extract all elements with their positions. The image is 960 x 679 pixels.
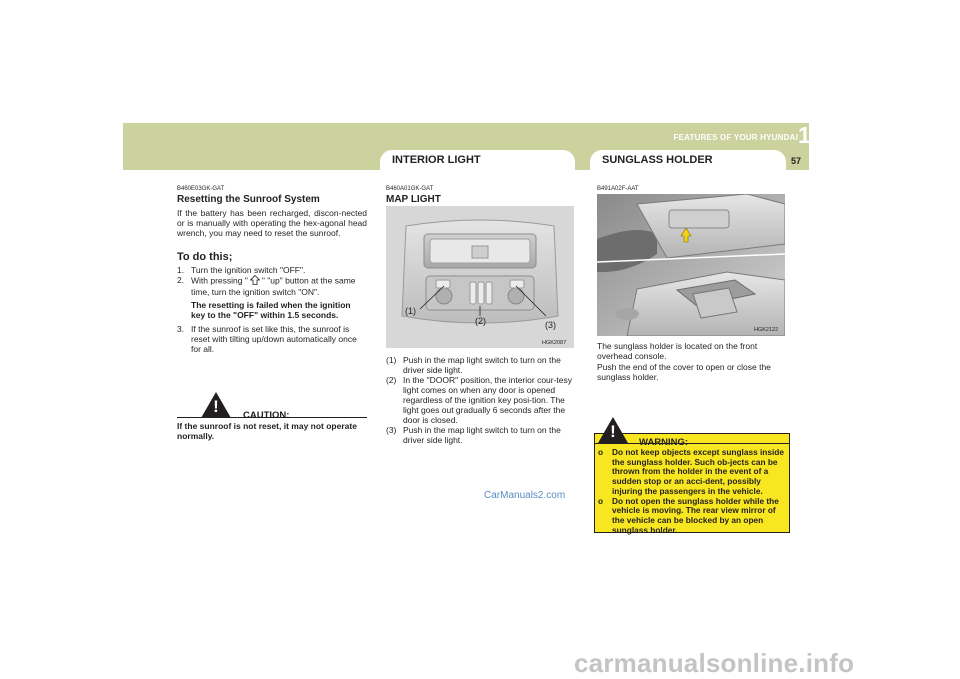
item-number: (1): [386, 355, 397, 365]
tab-interior-light-label: INTERIOR LIGHT: [392, 154, 481, 166]
step-text-post: " "up" button at the same time, turn the ignition switch "ON".: [191, 275, 356, 297]
sunglass-instructions: Push the end of the cover to open or close the sunglass holder.: [597, 362, 771, 382]
todo-heading: To do this;: [177, 251, 233, 263]
exclamation-icon: !: [610, 422, 616, 441]
reset-fail-note: The resetting is failed when the ignition key to the "OFF" within 1.5 seconds.: [191, 300, 351, 320]
map-light-figure: [386, 206, 574, 348]
map-light-item: [386, 355, 574, 375]
step-item: [177, 275, 367, 320]
sunglass-description: The sunglass holder is located on the front overhead console.: [597, 341, 758, 361]
step-item: [177, 265, 367, 275]
item-text: Push in the map light switch to turn on the driver side light.: [403, 425, 561, 445]
step-text-pre: With pressing ": [191, 275, 248, 286]
intro-paragraph: If the battery has been recharged, discon-nected or is manually with operating the hex-agonal head wrench, you may need to reset the sunroof.: [177, 208, 367, 238]
warning-item: [598, 448, 786, 497]
caution-box: [177, 392, 367, 452]
step-number: 3.: [177, 324, 185, 334]
warning-list: [598, 448, 786, 535]
section-code: B491A02F-AAT: [597, 186, 639, 192]
warning-box: [594, 422, 790, 535]
chapter-number: 1: [798, 122, 811, 148]
carmanuals-watermark[interactable]: CarManuals2.com: [484, 490, 566, 501]
exclamation-icon: !: [213, 397, 219, 416]
section-code: B460A01GK-GAT: [386, 186, 434, 192]
up-arrow-icon: [250, 275, 260, 287]
warning-bullet: o: [598, 447, 604, 457]
step-item: [177, 324, 367, 354]
reset-steps-list: [177, 265, 367, 354]
caution-title: CAUTION:: [243, 410, 290, 421]
callout-2: (2): [475, 316, 486, 326]
caution-text: If the sunroof is not reset, it may not operate normally.: [177, 421, 357, 441]
step-text: Turn the ignition switch "OFF".: [191, 265, 306, 275]
warning-text: Do not keep objects except sunglass inside the sunglass holder. Such ob-jects can be thrown from the holder in the event of a sudden stop or an acci-dent, possibly injuring the passengers in the vehicle.: [612, 447, 784, 496]
item-number: (2): [386, 375, 397, 385]
callout-3: (3): [545, 320, 556, 330]
map-light-item: [386, 425, 574, 445]
step-number: 2.: [177, 275, 185, 285]
warning-rule: [594, 443, 790, 444]
carmanualsonline-watermark[interactable]: carmanualsonline.info: [574, 648, 855, 678]
figure-code: HGK2087: [542, 340, 567, 346]
warning-title: WARNING:: [639, 437, 689, 448]
callout-1: (1): [405, 306, 416, 316]
item-text: In the "DOOR" position, the interior cour-tesy light comes on when any door is opened regardless of the ignition key posi-tion. The light goes out gradually 6 seconds after the door is closed.: [403, 375, 573, 425]
tab-interior-light: [380, 150, 575, 170]
warning-item: [598, 497, 786, 536]
section-code: B460E03GK-GAT: [177, 186, 225, 192]
tab-sunglass-holder: [590, 150, 786, 170]
warning-text: Do not open the sunglass holder while the vehicle is moving. The rear view mirror of the vehicle can be blocked by an open sunglass holder.: [612, 495, 779, 535]
step-text: If the sunroof is set like this, the sunroof is reset with tilting up/down automatically once for all.: [191, 324, 357, 354]
sunglass-holder-illustration: [597, 194, 785, 336]
step-number: 1.: [177, 265, 185, 275]
item-number: (3): [386, 425, 397, 435]
figure-code: HGK2122: [754, 327, 779, 333]
page-number: 57: [791, 156, 802, 166]
chapter-title: FEATURES OF YOUR HYUNDAI: [673, 133, 798, 142]
map-light-list: [386, 355, 574, 445]
sunglass-holder-figure: [597, 194, 785, 336]
tab-sunglass-holder-label: SUNGLASS HOLDER: [602, 154, 713, 166]
section-heading: MAP LIGHT: [386, 194, 441, 205]
map-light-item: [386, 375, 574, 425]
warning-bullet: o: [598, 495, 604, 506]
item-text: Push in the map light switch to turn on the driver side light.: [403, 355, 561, 375]
section-heading: Resetting the Sunroof System: [177, 194, 320, 205]
